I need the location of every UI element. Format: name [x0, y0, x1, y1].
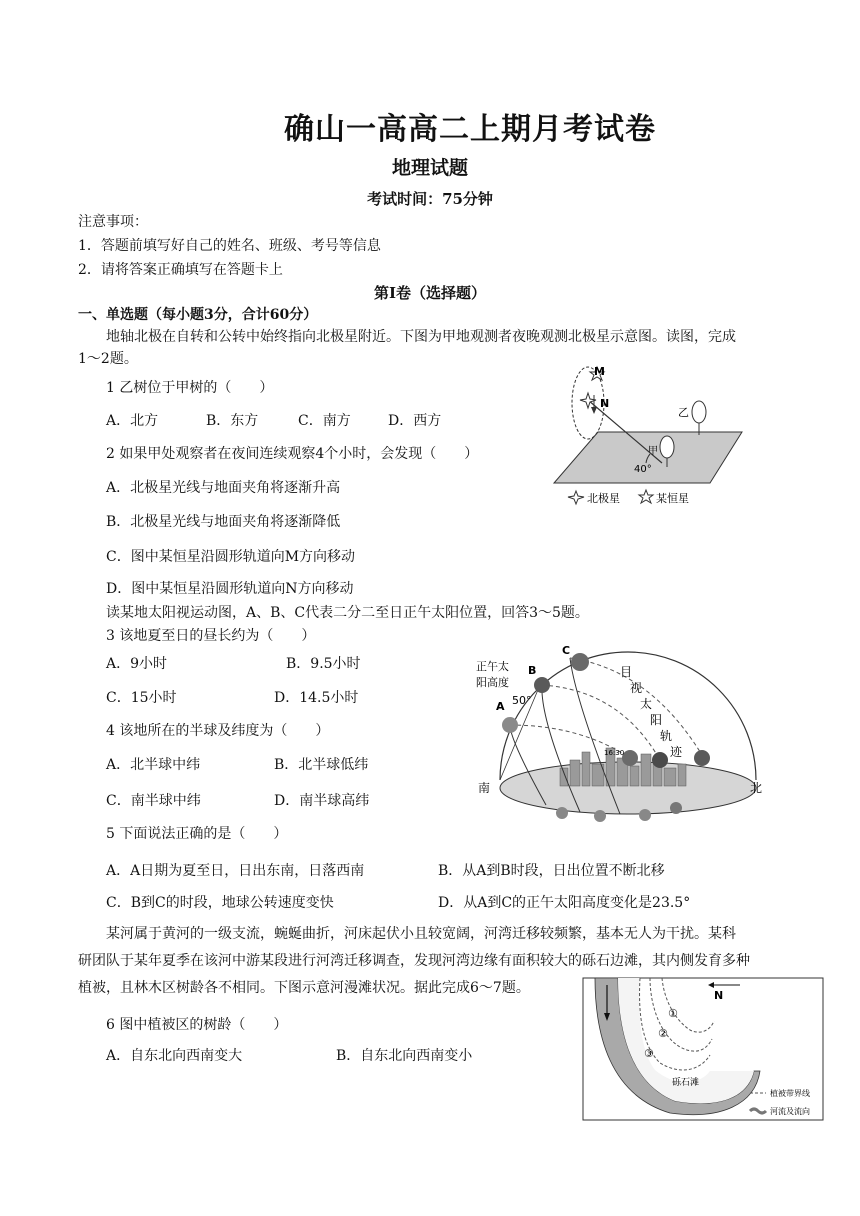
polaris-figure	[550, 355, 750, 510]
option[interactable]: B．从A到B时段，日出位置不断北移	[438, 863, 665, 879]
part-heading: 一、单选题（每小题3分，合计60分）	[78, 307, 318, 323]
sun-b	[534, 677, 550, 693]
question-stem: 1 乙树位于甲树的（ ）	[106, 380, 274, 396]
question-stem: 5 下面说法正确的是（ ）	[106, 826, 288, 842]
option[interactable]: C．南半球中纬	[106, 793, 201, 809]
question-stem: 2 如果甲处观察者在夜间连续观察4个小时，会发现（ ）	[106, 446, 479, 462]
question-stem: 3 该地夏至日的昼长约为（ ）	[106, 628, 316, 644]
option[interactable]: A．自东北向西南变大	[106, 1048, 243, 1064]
subject-title: 地理试题	[391, 157, 468, 179]
sunset-b	[652, 752, 668, 768]
path-char: 阳	[650, 713, 663, 727]
option[interactable]: C．B到C的时段，地球公转速度变快	[106, 895, 334, 911]
angle-label: 40°	[634, 464, 652, 475]
intro-text: 研团队于某年夏季在该河中游某段进行河湾迁移调查，发现河湾边缘有面积较大的砾石边滩，其内侧发育多种	[78, 953, 750, 969]
sunset-a	[622, 750, 638, 766]
option[interactable]: B．北半球低纬	[274, 757, 369, 773]
sunrise-b	[594, 810, 606, 822]
label-m: M	[594, 365, 605, 378]
point-c-label: C	[562, 644, 571, 657]
point-a-label: A	[496, 700, 505, 713]
north-label: 北	[750, 781, 763, 795]
south-label: 南	[478, 781, 491, 795]
north-label: N	[714, 989, 724, 1002]
intro-text: 读某地太阳视运动图，A、B、C代表二分二至日正午太阳位置，回答3～5题。	[106, 605, 589, 621]
label-n: N	[600, 397, 610, 410]
intro-text: 植被，且林木区树龄各不相同。下图示意河漫滩状况。据此完成6～7题。	[78, 980, 530, 996]
option[interactable]: C．南方	[298, 413, 351, 429]
angle-label: 50°	[512, 694, 532, 707]
option[interactable]: D．南半球高纬	[274, 793, 370, 809]
option[interactable]: D．从A到C的正午太阳高度变化是23.5°	[438, 895, 691, 911]
gravel-label: 砾石滩	[672, 1078, 700, 1088]
option[interactable]: B．9.5小时	[286, 656, 361, 672]
noon-label: 正午太	[476, 660, 509, 673]
option[interactable]: C．15小时	[106, 690, 177, 706]
question-stem: 6 图中植被区的树龄（ ）	[106, 1017, 288, 1033]
path-char: 迹	[670, 745, 683, 759]
legend-river: 河流及流向	[770, 1107, 810, 1116]
volume-title: 第Ⅰ卷（选择题）	[373, 284, 487, 302]
zone-label: ②	[658, 1027, 668, 1040]
option[interactable]: A．A日期为夏至日，日出东南，日落西南	[106, 863, 365, 879]
option[interactable]: A．北半球中纬	[106, 757, 201, 773]
star-legend-icon	[639, 490, 653, 503]
option[interactable]: B．东方	[206, 413, 259, 429]
option[interactable]: A．9小时	[106, 656, 168, 672]
option[interactable]: D．图中某恒星沿圆形轨道向N方向移动	[106, 581, 354, 597]
notes-heading: 注意事项：	[78, 214, 148, 230]
point-b-label: B	[528, 664, 537, 677]
path-char: 目	[620, 665, 633, 679]
sunrise-d	[670, 802, 682, 814]
zone-label: ③	[644, 1047, 654, 1060]
option[interactable]: C．图中某恒星沿圆形轨道向M方向移动	[106, 549, 356, 565]
option[interactable]: B．自东北向西南变小	[336, 1048, 473, 1064]
exam-time: 考试时间：75分钟	[367, 190, 493, 208]
question-stem: 4 该地所在的半球及纬度为（ ）	[106, 723, 330, 739]
path-char: 太	[640, 697, 653, 711]
option[interactable]: D．西方	[388, 413, 442, 429]
legend-boundary: 植被带界线	[770, 1089, 810, 1098]
option[interactable]: A．北方	[106, 413, 159, 429]
option[interactable]: A．北极星光线与地面夹角将逐渐升高	[106, 480, 341, 496]
sun-path-figure	[470, 640, 770, 825]
trajectory-c	[570, 658, 702, 755]
option[interactable]: D．14.5小时	[274, 690, 359, 706]
tree-jia-icon	[660, 436, 674, 458]
note-item: 2．请将答案正确填写在答题卡上	[78, 262, 283, 278]
path-char: 视	[630, 681, 643, 695]
time-label: 16:30	[604, 749, 625, 757]
polaris-legend-icon	[568, 491, 584, 504]
intro-text: 地轴北极在自转和公转中始终指向北极星附近。下图为甲地观测者夜晚观测北极星示意图。读图，完成	[106, 329, 736, 345]
sun-a	[502, 717, 518, 733]
sunrise-c	[639, 809, 651, 821]
legend-polaris: 北极星	[587, 492, 620, 505]
intro-text: 某河属于黄河的一级支流，蜿蜒曲折，河床起伏小且较宽阔，河湾迁移较频繁，基本无人为干扰。某科	[106, 926, 736, 942]
noon-label: 阳高度	[476, 676, 509, 689]
path-char: 轨	[660, 729, 673, 743]
tree-yi-icon	[692, 401, 706, 423]
sun-c	[571, 653, 589, 671]
note-item: 1．答题前填写好自己的姓名、班级、考号等信息	[78, 238, 381, 254]
page-title: 确山一高高二上期月考试卷	[284, 112, 656, 147]
sunrise-a	[556, 807, 568, 819]
zone-label: ①	[668, 1007, 678, 1020]
option[interactable]: B．北极星光线与地面夹角将逐渐降低	[106, 514, 341, 530]
label-yi: 乙	[678, 406, 689, 419]
label-jia: 甲	[648, 446, 658, 457]
intro-text: 1～2题。	[78, 351, 138, 367]
sunset-c	[694, 750, 710, 766]
floodplain-figure	[580, 975, 830, 1125]
legend-star: 某恒星	[656, 492, 689, 505]
